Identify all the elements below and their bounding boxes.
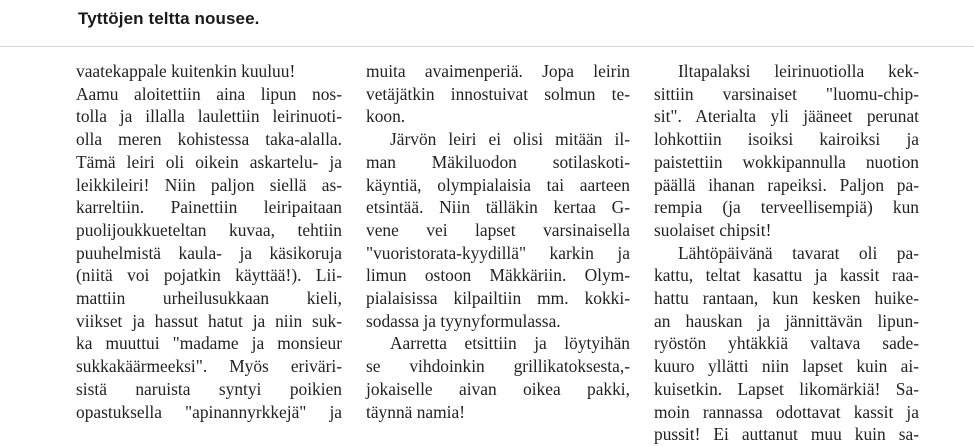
text-line: kuisetkin. Lapset likomärkiä! Sa- [654,378,919,399]
text-line: pialaisissa kilpailtiin mm. kokki- [366,288,630,309]
text-line: vene vei lapset varsinaisella [366,219,630,240]
text-line: Iltapalaksi leirinuotiolla kek- [678,61,919,81]
text-line: jokaiselle aivan oikea pakki, [366,378,630,399]
text-line: ryöstön yhtäkkiä valtava sade- [654,333,919,354]
text-column-1 [76,60,342,423]
text-line: puuhelmistä kaula- ja käsikoruja [76,242,342,263]
text-column-2 [366,60,630,423]
text-column-3 [654,60,919,446]
text-line: "vuoristorata-kyydillä" karkin ja [366,242,630,263]
text-line: käyntiä, olympialaisia tai aarteen [366,174,630,195]
text-line: hattu rantaan, kun kesken huike- [654,288,919,309]
text-line: täynnä namia! [366,401,465,422]
text-line: Lähtöpäivänä tavarat oli pa- [678,242,919,263]
text-line: kuuro yllätti niin lapset kuin ai- [654,356,919,377]
caption-divider [0,46,974,47]
text-line: vetäjätkin innostuivat solmun te- [366,83,630,104]
text-line: kattu, teltat kasattu ja kassit raa- [654,265,919,286]
text-line: sittiin varsinaiset "luomu-chip- [654,83,919,104]
text-line: Aarretta etsittiin ja löytyihän [390,333,630,354]
text-line: Aamu aloitettiin aina lipun nos- [76,83,342,104]
text-line: mattiin urheilusukkaan kieli, [76,288,342,309]
text-line: moin rannassa odottavat kassit ja [654,401,919,422]
text-line: opastuksella "apinannyrkkejä" ja [76,401,342,422]
text-line: Järvön leiri ei olisi mitään il- [390,129,630,150]
text-line: suolaiset chipsit! [654,219,772,240]
text-line: päällä ihanan rapeiksi. Paljon pa- [654,174,919,195]
text-line: an hauskan ja jännittävän lipun- [654,310,919,331]
text-line: man Mäkiluodon sotilaskoti- [366,151,630,172]
text-line: se vihdoinkin grillikatoksesta,- [366,356,630,377]
text-line: olla meren kohistessa taka-alalla. [76,129,342,150]
photo-caption: Tyttöjen teltta nousee. [78,9,260,28]
text-line: rempia (ja terveellisempiä) kun [654,197,919,218]
text-line: lohkottiin isoiksi kairoiksi ja [654,129,919,150]
text-line: ka muuttui "madame ja monsieur [76,333,342,354]
text-line: paistettiin wokkipannulla nuotion [654,151,919,172]
text-line: viikset ja hassut hatut ja niin suk- [76,310,342,331]
text-line: leikkileiri! Niin paljon siellä as- [76,174,342,195]
text-line: puolijoukkueteltan kuvaa, tehtiin [76,219,342,240]
text-line: karreltiin. Painettiin leiripaitaan [76,197,342,218]
text-line: etsintää. Niin tälläkin kertaa G- [366,197,630,218]
text-line: (niitä voi pojatkin käyttää!). Lii- [76,265,342,286]
text-line: vaatekappale kuitenkin kuuluu! [76,61,296,81]
text-line: limun ostoon Mäkkäriin. Olym- [366,265,630,286]
text-line: sistä naruista syntyi poikien [76,378,342,399]
text-line: Tämä leiri oli oikein askartelu- ja [76,151,342,172]
text-line: koon. [366,106,406,127]
text-line: muita avaimenperiä. Jopa leirin [366,61,630,81]
text-line: sukkakäärmeeksi". Myös eriväri- [76,356,342,377]
text-line: pussit! Ei auttanut muu kuin sa- [654,424,919,445]
text-line: tolla ja illalla laulettiin leirinuoti- [76,106,342,127]
text-line: sodassa ja tyynyformulassa. [366,310,561,331]
text-line: sit". Aterialta yli jääneet perunat [654,106,919,127]
